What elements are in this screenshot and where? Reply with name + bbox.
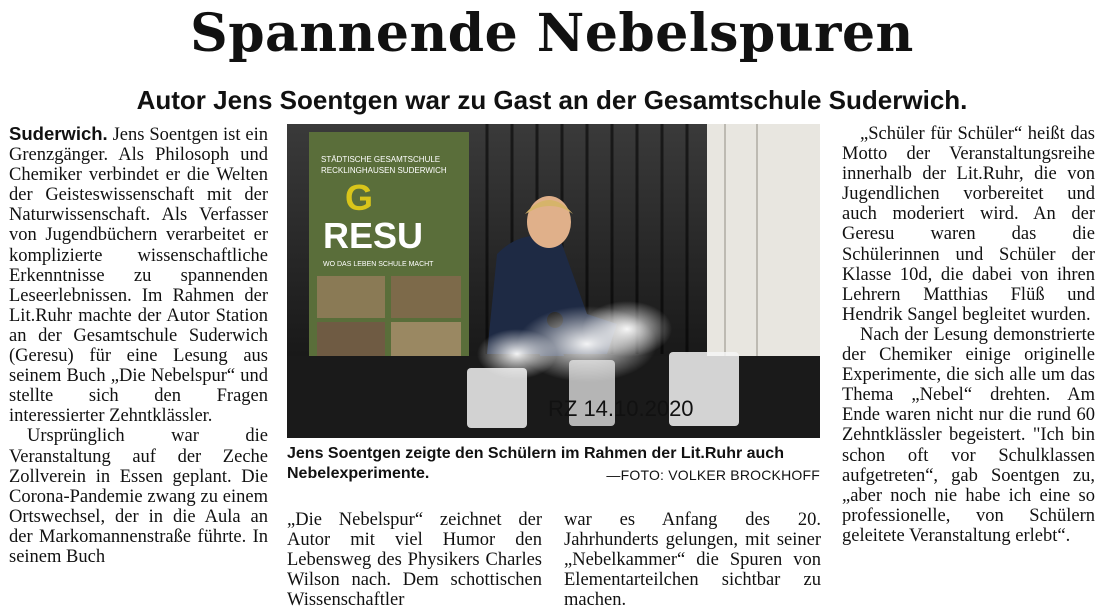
banner-tagline: WO DAS LEBEN SCHULE MACHT	[323, 261, 434, 268]
banner-photo-1	[317, 276, 385, 318]
banner-line-1: STÄDTISCHE GESAMTSCHULE	[321, 155, 441, 164]
glass-container	[467, 368, 527, 428]
paragraph: war es Anfang des 20. Jahrhunderts gelungen, mit seiner „Nebelkammer“ die Spuren von Elementarteilchen sichtbar zu machen.	[564, 510, 821, 611]
banner-line-2: RECKLINGHAUSEN SUDERWICH	[321, 166, 447, 175]
subheadline: Autor Jens Soentgen war zu Gast an der Gesamtschule Suderwich.	[136, 85, 968, 115]
paragraph-text: Jens Soentgen ist ein Grenzgänger. Als Philosoph und Chemiker verbindet er die Welten der Geisteswissenschaft mit der Naturwissenschaft. Als Verfasser von Jugendbüchern verarbeitet er komplizierte wissenschaftliche Erkenntnisse zu spannenden Leseerlebnissen. Im Rahmen der Lit.Ruhr machte der Autor Station an der Gesamtschule Suderwich (Geresu) für eine Lesung aus seinem Buch „Die Nebelspur“ und stellte sich den Fragen interessierter Zehntklässler.	[9, 125, 268, 427]
headline: Spannende Nebelspuren	[190, 3, 914, 64]
date-stamp: RZ 14.10.2020	[548, 396, 694, 421]
article-column-4	[842, 124, 1095, 546]
article-column-1	[9, 124, 268, 567]
banner-logo-bottom: RESU	[323, 215, 424, 256]
paragraph: „Schüler für Schüler“ heißt das Motto der Veranstaltungsreihe innerhalb der Lit.Ruhr, die von Jugendlichen vorbereitet und auch moderiert wird. An der Geresu waren das die Schülerinnen und Schüler der Klasse 10d, die dabei von ihren Lehrern Matthias Flüß und Hendrik Sangel begleitet wurden.	[842, 124, 1095, 325]
article-column-3	[564, 510, 821, 610]
banner-photo-2	[391, 276, 461, 318]
paragraph: Nach der Lesung demonstrierte der Chemiker einige originelle Experimente, die sich alle um das Thema „Nebel“ drehten. Am Ende waren nicht nur die rund 60 Zehntklässler begeistert. "Ich bin schon oft vor Schulklassen aufgetreten“, gab Soentgen zu, „aber noch nie habe ich eine so professionelle, von Schülern geleitete Veranstaltung erlebt“.	[842, 324, 1095, 546]
photo-illustration	[287, 124, 820, 438]
photo-caption: Jens Soentgen zeigte den Schülern im Rahmen der Lit.Ruhr auch Nebelexperimente.	[287, 445, 784, 482]
article-column-2	[287, 510, 542, 610]
article-photo	[287, 124, 820, 438]
paragraph: Ursprünglich war die Veranstaltung auf der Zeche Zollverein in Essen geplant. Die Corona-Pandemie zwang zu einem Ortswechsel, der in die Aula an der Markomannenstraße führte. In seinem Buch	[9, 426, 268, 567]
paragraph: „Die Nebelspur“ zeichnet der Autor mit viel Humor den Lebensweg des Physikers Charles Wilson nach. Dem schottischen Wissenschaftler	[287, 510, 542, 611]
dateline: Suderwich.	[9, 123, 108, 144]
photo-credit: —FOTO: VOLKER BROCKHOFF	[606, 467, 820, 483]
paragraph	[9, 124, 268, 426]
banner-logo-top: G	[345, 177, 374, 218]
